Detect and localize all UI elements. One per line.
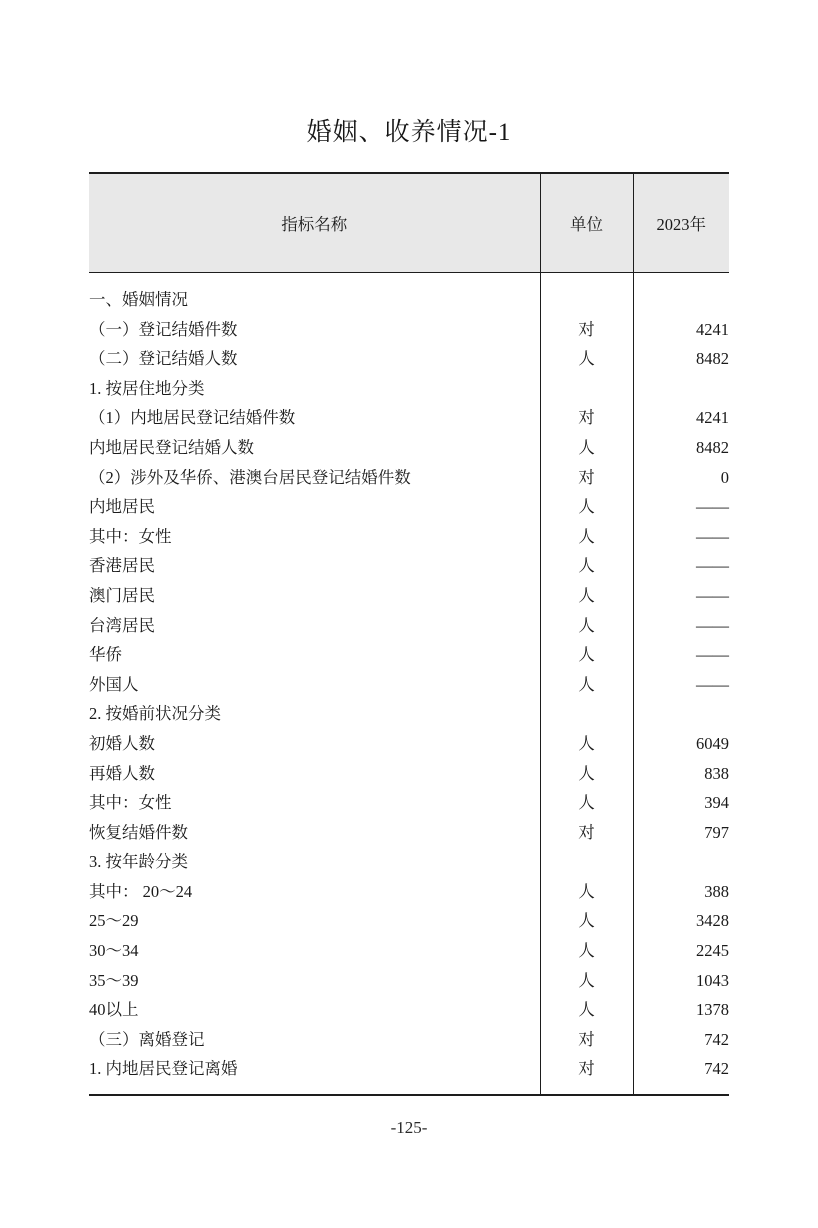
row-label: 其中： 20～24	[89, 881, 193, 901]
row-value: 0	[633, 463, 729, 493]
row-label: 25～29	[89, 911, 139, 931]
column-header-year-2023: 2023年	[633, 173, 729, 273]
table-row	[89, 433, 729, 463]
row-unit: 人	[540, 492, 633, 522]
row-label: 1. 按居住地分类	[89, 378, 205, 398]
column-header-unit: 单位	[540, 173, 633, 273]
row-value: ——	[633, 551, 729, 581]
table-body	[89, 273, 729, 1095]
table-bottom-rule	[89, 1094, 729, 1096]
row-value: ——	[633, 640, 729, 670]
row-unit: 对	[540, 403, 633, 433]
table-row	[89, 403, 729, 433]
row-value: ——	[633, 670, 729, 700]
row-label: 3. 按年龄分类	[89, 852, 188, 872]
row-label: 内地居民	[89, 497, 155, 517]
row-unit: 人	[540, 640, 633, 670]
row-value	[633, 374, 729, 404]
table-row	[89, 759, 729, 789]
row-unit: 人	[540, 788, 633, 818]
row-value: ——	[633, 611, 729, 641]
row-unit: 人	[540, 906, 633, 936]
table-row	[89, 1054, 729, 1094]
row-value: 4241	[633, 403, 729, 433]
row-label: 内地居民登记结婚人数	[89, 437, 254, 457]
table-row	[89, 551, 729, 581]
table-row	[89, 995, 729, 1025]
row-unit	[540, 699, 633, 729]
row-unit: 人	[540, 611, 633, 641]
row-label: 再婚人数	[89, 763, 155, 783]
statistics-table-container	[89, 172, 729, 1094]
table-row	[89, 818, 729, 848]
row-label: （2）涉外及华侨、港澳台居民登记结婚件数	[89, 467, 411, 487]
row-label: 香港居民	[89, 556, 155, 576]
row-value: 4241	[633, 315, 729, 345]
table-row	[89, 966, 729, 996]
table-row	[89, 670, 729, 700]
row-unit: 对	[540, 1025, 633, 1055]
row-value: ——	[633, 581, 729, 611]
row-label: 1. 内地居民登记离婚	[89, 1059, 238, 1079]
row-label: 华侨	[89, 645, 122, 665]
table-row	[89, 581, 729, 611]
table-row	[89, 729, 729, 759]
table-row	[89, 273, 729, 315]
table-row	[89, 374, 729, 404]
row-label: 其中：女性	[89, 526, 172, 546]
row-value: 8482	[633, 344, 729, 374]
row-value: 8482	[633, 433, 729, 463]
column-header-indicator-name: 指标名称	[89, 173, 540, 273]
table-row	[89, 906, 729, 936]
row-unit: 对	[540, 463, 633, 493]
table-header	[89, 173, 729, 273]
row-unit: 人	[540, 729, 633, 759]
row-label: 其中：女性	[89, 793, 172, 813]
row-value	[633, 847, 729, 877]
row-unit: 人	[540, 877, 633, 907]
row-label: 35～39	[89, 970, 139, 990]
row-unit: 人	[540, 433, 633, 463]
row-value: ——	[633, 522, 729, 552]
row-unit	[540, 847, 633, 877]
table-row	[89, 344, 729, 374]
row-value: 394	[633, 788, 729, 818]
row-label: 2. 按婚前状况分类	[89, 704, 221, 724]
row-label: 40以上	[89, 1000, 139, 1020]
row-value	[633, 273, 729, 315]
row-unit: 人	[540, 522, 633, 552]
row-unit: 人	[540, 966, 633, 996]
page-title: 婚姻、收养情况-1	[306, 119, 512, 146]
row-value: 3428	[633, 906, 729, 936]
table-row	[89, 699, 729, 729]
table-row	[89, 936, 729, 966]
row-label: （1）内地居民登记结婚件数	[89, 408, 296, 428]
row-label: 台湾居民	[89, 615, 155, 635]
row-label: 澳门居民	[89, 585, 155, 605]
row-unit: 人	[540, 670, 633, 700]
row-value: 1043	[633, 966, 729, 996]
statistics-table	[89, 172, 729, 1094]
row-label: （二）登记结婚人数	[89, 349, 238, 369]
row-value: 838	[633, 759, 729, 789]
row-unit: 人	[540, 995, 633, 1025]
row-value: 2245	[633, 936, 729, 966]
table-row	[89, 611, 729, 641]
table-row	[89, 522, 729, 552]
table-row	[89, 788, 729, 818]
row-label: 一、婚姻情况	[89, 290, 188, 309]
row-value	[633, 699, 729, 729]
row-value: 6049	[633, 729, 729, 759]
row-label: 初婚人数	[89, 733, 155, 753]
row-unit: 对	[540, 818, 633, 848]
row-label: 恢复结婚件数	[89, 822, 188, 842]
table-row	[89, 315, 729, 345]
row-unit: 人	[540, 344, 633, 374]
table-row	[89, 640, 729, 670]
row-value: ——	[633, 492, 729, 522]
row-unit: 对	[540, 1054, 633, 1094]
row-label: （三）离婚登记	[89, 1029, 205, 1049]
row-label: 外国人	[89, 674, 139, 694]
row-unit: 人	[540, 936, 633, 966]
table-row	[89, 877, 729, 907]
row-label: （一）登记结婚件数	[89, 319, 238, 339]
row-unit: 人	[540, 551, 633, 581]
table-row	[89, 463, 729, 493]
row-value: 797	[633, 818, 729, 848]
row-unit: 人	[540, 581, 633, 611]
table-row	[89, 1025, 729, 1055]
row-unit	[540, 374, 633, 404]
page-number: -125-	[390, 1118, 428, 1137]
row-value: 742	[633, 1025, 729, 1055]
table-row	[89, 492, 729, 522]
row-value: 742	[633, 1054, 729, 1094]
row-value: 388	[633, 877, 729, 907]
row-unit	[540, 273, 633, 315]
table-header-row	[89, 173, 729, 273]
row-value: 1378	[633, 995, 729, 1025]
row-unit: 对	[540, 315, 633, 345]
table-row	[89, 847, 729, 877]
row-label: 30～34	[89, 941, 139, 961]
row-unit: 人	[540, 759, 633, 789]
